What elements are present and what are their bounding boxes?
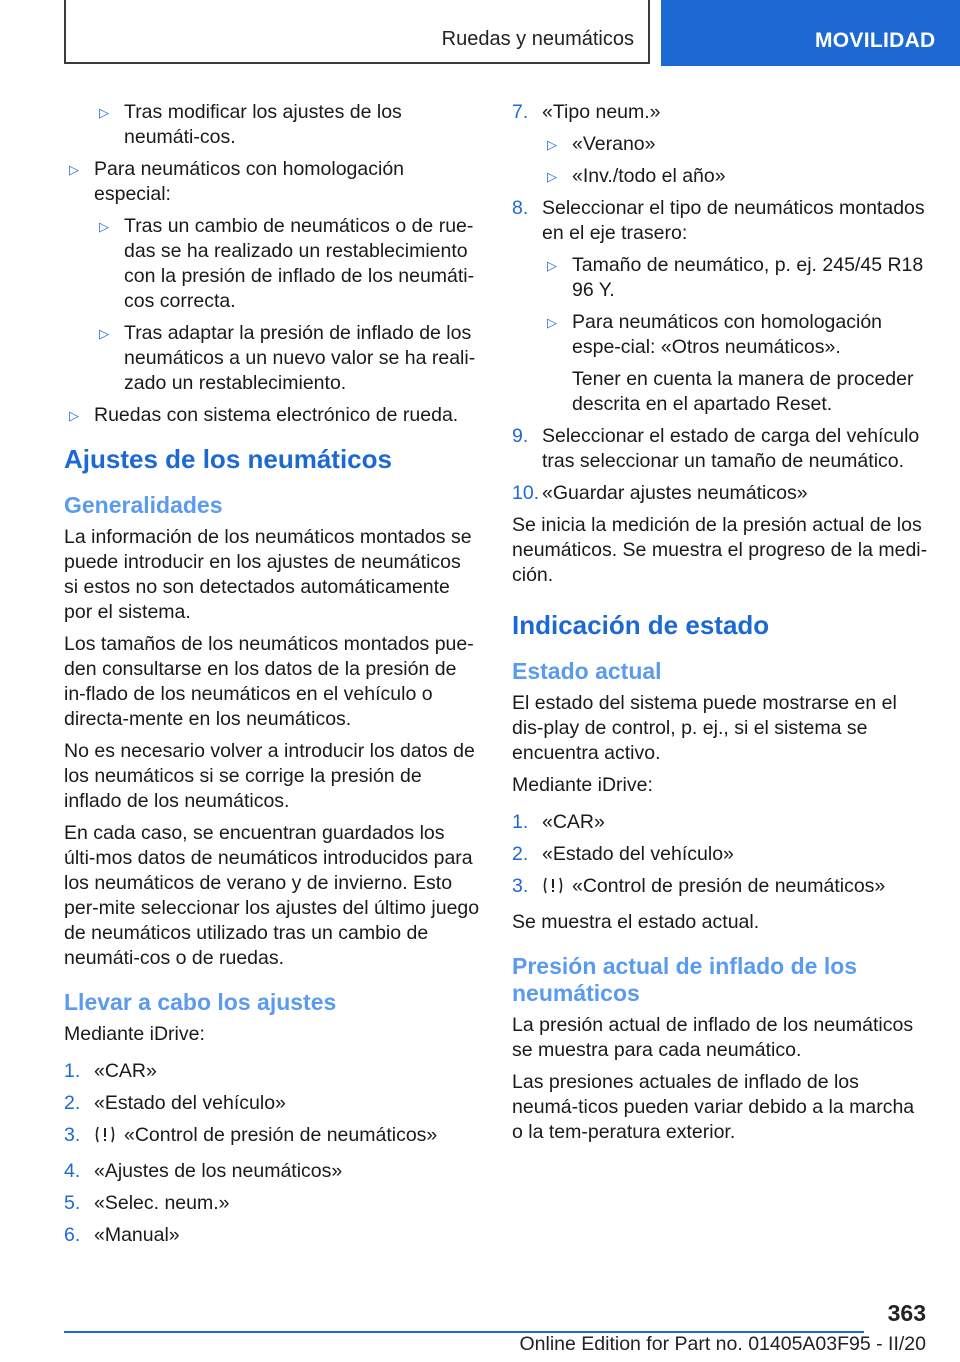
triangle-bullet-icon: ▷: [547, 258, 557, 273]
header-frame: [64, 0, 650, 64]
paragraph: Se inicia la medición de la presión actual de los neumáticos. Se muestra el progreso de la medi‐ción.: [512, 514, 928, 586]
paragraph: Se muestra el estado actual.: [512, 911, 760, 933]
page-header: [0, 0, 960, 66]
heading-ajustes: Ajustes de los neumáticos: [64, 444, 392, 474]
list-item: ▷ Tamaño de neumático, p. ej. 245/45 R18 96 Y.: [547, 254, 924, 301]
step-item: 9. Seleccionar el estado de carga del vehículo tras seleccionar un tamaño de neumático.: [512, 425, 920, 472]
step-item: 7. «Tipo neum.»: [512, 101, 661, 123]
step-item: 4. «Ajustes de los neumáticos»: [64, 1160, 343, 1182]
paragraph: Mediante iDrive:: [512, 774, 653, 796]
step-item: 10. «Guardar ajustes neumáticos»: [512, 482, 808, 504]
triangle-bullet-icon: ▷: [69, 408, 79, 423]
edition-footer: Online Edition for Part no. 01405A03F95 - II/20: [519, 1333, 926, 1355]
triangle-bullet-icon: ▷: [99, 219, 109, 234]
heading-llevar-ajustes: Llevar a cabo los ajustes: [64, 989, 337, 1015]
list-item: ▷ Ruedas con sistema electrónico de rueda.: [69, 404, 459, 426]
list-item: ▷ Para neumáticos con homologación especial:: [69, 158, 405, 205]
triangle-bullet-icon: ▷: [547, 137, 557, 152]
step-item: 1. «CAR»: [64, 1060, 157, 1082]
left-column: [64, 100, 480, 1255]
list-item: ▷ «Inv./todo el año»: [547, 165, 726, 187]
section-title: Ruedas y neumáticos: [441, 28, 634, 50]
step-item: 2. «Estado del vehículo»: [512, 843, 734, 865]
list-item: ▷ Tras adaptar la presión de inflado de los neumáticos a un nuevo valor se ha reali‐zado un restablecimiento.: [99, 322, 476, 394]
triangle-bullet-icon: ▷: [547, 169, 557, 184]
triangle-bullet-icon: ▷: [99, 105, 109, 120]
chapter-tab: MOVILIDAD: [661, 0, 960, 66]
paragraph: Mediante iDrive:: [64, 1023, 205, 1045]
heading-presion-actual: Presión actual de inflado de los neumáticos: [512, 953, 858, 1006]
triangle-bullet-icon: ▷: [99, 326, 109, 341]
note-text: Tener en cuenta la manera de proceder descrita en el apartado Reset.: [572, 368, 914, 415]
list-item: ▷ Tras modificar los ajustes de los neumáti‐cos.: [99, 101, 402, 148]
heading-estado-actual: Estado actual: [512, 658, 662, 684]
heading-generalidades: Generalidades: [64, 492, 223, 518]
list-item: ▷ Para neumáticos con homologación espe‐cial: «Otros neumáticos».: [547, 311, 883, 358]
step-item: 2. «Estado del vehículo»: [64, 1092, 286, 1114]
tire-pressure-warning-icon: [542, 876, 564, 903]
list-item: ▷ Tras un cambio de neumáticos o de rue‐das se ha realizado un restablecimiento con la presión de inflado de los neumáti‐cos correcta.: [99, 215, 475, 312]
paragraph: El estado del sistema puede mostrarse en el dis‐play de control, p. ej., si el sistema se encuentra activo.: [512, 692, 897, 764]
right-column: [512, 100, 928, 1152]
paragraph: La presión actual de inflado de los neumáticos se muestra para cada neumático.: [512, 1014, 914, 1061]
step-item: 3. «Control de presión de neumáticos»: [512, 874, 928, 903]
paragraph: En cada caso, se encuentran guardados los últi‐mos datos de neumáticos introducidos para los neumáticos de verano y de invierno. Esto per‐mite seleccionar los ajustes del último juego de neumáticos utilizado tras un cambio de neumáti‐cos o de ruedas.: [64, 822, 480, 969]
page-number: 363: [887, 1300, 926, 1326]
paragraph: No es necesario volver a introducir los datos de los neumáticos si se corrige la presión de inflado de los neumáticos.: [64, 740, 475, 812]
triangle-bullet-icon: ▷: [547, 315, 557, 330]
step-item: 1. «CAR»: [512, 811, 605, 833]
list-item: ▷ «Verano»: [547, 133, 656, 155]
step-item: 6. «Manual»: [64, 1224, 180, 1246]
step-item: 3. «Control de presión de neumáticos»: [64, 1123, 480, 1152]
step-item: 5. «Selec. neum.»: [64, 1192, 230, 1214]
paragraph: Los tamaños de los neumáticos montados pue‐den consultarse en los datos de la presión de in‐flado de los neumáticos en el vehículo o directa‐mente en los neumáticos.: [64, 633, 474, 730]
tire-pressure-warning-icon: [94, 1125, 116, 1152]
triangle-bullet-icon: ▷: [69, 162, 79, 177]
step-item: 8. Seleccionar el tipo de neumáticos montados en el eje trasero:: [512, 197, 925, 244]
heading-indicacion-estado: Indicación de estado: [512, 610, 770, 640]
paragraph: Las presiones actuales de inflado de los neumá‐ticos pueden variar debido a la marcha o la tem‐peratura exterior.: [512, 1071, 915, 1143]
paragraph: La información de los neumáticos montados se puede introducir en los ajustes de neumáticos si estos no son detectados automáticamente por el sistema.: [64, 526, 472, 623]
